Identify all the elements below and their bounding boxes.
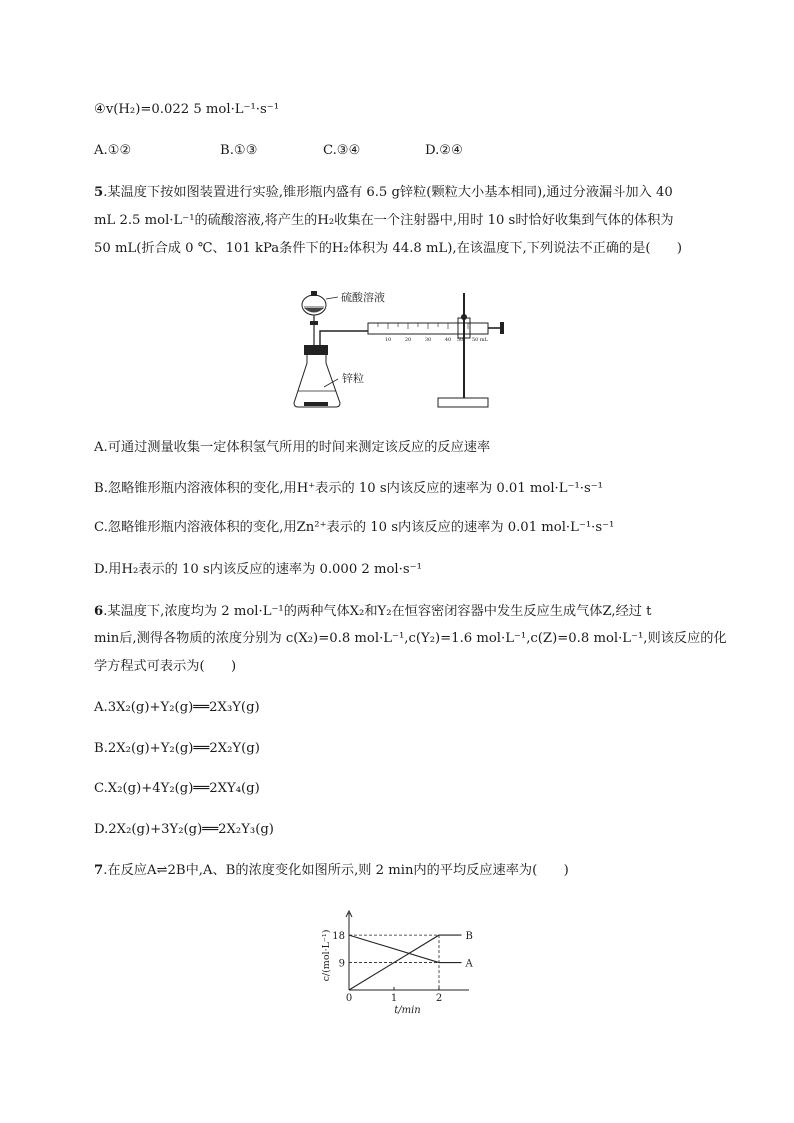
- concentration-chart: [318, 905, 488, 1017]
- y-tick-label-18: 18: [332, 931, 345, 943]
- q6-option-d[interactable]: D.2X₂(g)+3Y₂(g)══2X₂Y₃(g): [94, 822, 274, 837]
- q5-option-c[interactable]: C.忽略锥形瓶内溶液体积的变化,用Zn²⁺表示的 10 s内该反应的速率为 0.01 mol·L⁻¹·s⁻¹: [94, 520, 615, 535]
- x-tick-label-1: 1: [390, 993, 398, 1004]
- x-tick-label-2: 2: [435, 993, 443, 1004]
- q5-option-b[interactable]: B.忽略锥形瓶内溶液体积的变化,用H⁺表示的 10 s内该反应的速率为 0.01 mol·L⁻¹·s⁻¹: [94, 481, 603, 496]
- q4-choice-b[interactable]: B.①③: [220, 143, 258, 158]
- q6-option-a[interactable]: A.3X₂(g)+Y₂(g)══2X₃Y(g): [94, 700, 260, 715]
- q4-option-4: ④v(H₂)=0.022 5 mol·L⁻¹·s⁻¹: [94, 102, 279, 117]
- q6-option-b[interactable]: B.2X₂(g)+Y₂(g)══2X₂Y(g): [94, 741, 260, 756]
- funnel-leader-line: [326, 297, 338, 299]
- q5-number: 5: [94, 185, 104, 200]
- y-tick-label-9: 9: [338, 958, 345, 970]
- scale-label-50: 50: [456, 337, 464, 343]
- scale-label-50ml: 50 mL: [471, 337, 489, 343]
- scale-label-20: 20: [404, 337, 412, 343]
- scale-label-10: 10: [384, 337, 392, 343]
- scale-label-30: 30: [424, 337, 432, 343]
- q5-option-d[interactable]: D.用H₂表示的 10 s内该反应的速率为 0.000 2 mol·s⁻¹: [94, 562, 422, 577]
- q5-stem-line2: mL 2.5 mol·L⁻¹的硫酸溶液,将产生的H₂收集在一个注射器中,用时 10 s时恰好收集到气体的体积为: [94, 213, 674, 228]
- q7-number: 7: [94, 863, 104, 878]
- q5-stem-line3: 50 mL(折合成 0 ℃、101 kPa条件下的H₂体积为 44.8 mL),在该温度下,下列说法不正确的是( ): [94, 241, 683, 256]
- series-label-B: B: [465, 931, 473, 943]
- apparatus-figure: [290, 283, 515, 413]
- series-line-A: [349, 935, 462, 962]
- q6-stem-text1: .某温度下,浓度均为 2 mol·L⁻¹的两种气体X₂和Y₂在恒容密闭容器中发生反应生成气体Z,经过 t: [103, 604, 652, 619]
- series-label-A: A: [465, 958, 473, 970]
- q6-option-c[interactable]: C.X₂(g)+4Y₂(g)══2XY₄(g): [94, 781, 260, 796]
- x-tick-label-0: 0: [345, 993, 353, 1004]
- x-axis-label: t/min: [394, 1005, 421, 1016]
- q4-choice-d[interactable]: D.②④: [425, 143, 463, 158]
- q6-stem-line3: 学方程式可表示为( ): [94, 659, 237, 674]
- flask-label: 锌粒: [342, 372, 364, 385]
- y-axis-label: c/(mol·L⁻¹): [321, 929, 332, 982]
- q5-stem-line1: [94, 184, 673, 202]
- q4-choice-c[interactable]: C.③④: [323, 143, 361, 158]
- scale-label-40: 40: [444, 337, 452, 343]
- q7-stem: [94, 862, 569, 880]
- q7-stem-text: .在反应A⇌2B中,A、B的浓度变化如图所示,则 2 min内的平均反应速率为( ): [103, 863, 569, 878]
- flask-leader-line: [324, 379, 338, 387]
- q5-stem-text1: .某温度下按如图装置进行实验,锥形瓶内盛有 6.5 g锌粒(颗粒大小基本相同),通过分液漏斗加入 40: [103, 185, 673, 200]
- q6-stem-line2: min后,测得各物质的浓度分别为 c(X₂)=0.8 mol·L⁻¹,c(Y₂)=1.6 mol·L⁻¹,c(Z)=0.8 mol·L⁻¹,则该反应的化: [94, 631, 727, 646]
- q6-number: 6: [94, 604, 104, 619]
- q6-stem-line1: [94, 603, 651, 621]
- q5-option-a[interactable]: A.可通过测量收集一定体积氢气所用的时间来测定该反应的反应速率: [94, 440, 491, 455]
- funnel-label: 硫酸溶液: [341, 291, 385, 304]
- q4-choice-a[interactable]: A.①②: [94, 143, 132, 158]
